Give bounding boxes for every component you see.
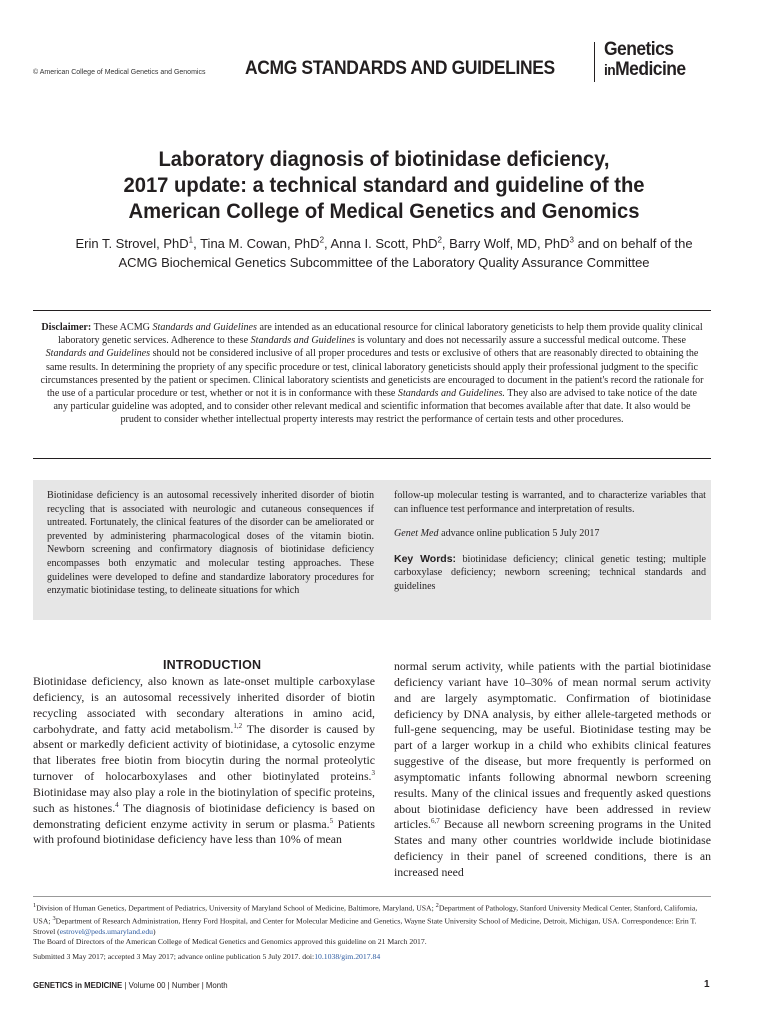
author-name: , Tina M. Cowan, PhD [193,236,320,251]
affiliation-text: Department of Research Administration, Henry Ford Hospital, and Center for Molecular Medicine and Genetics, Wayne State University School of Medicine, Detroit, Michigan, USA. Correspondence: Erin T. Strovel ( [33,916,697,936]
author-affiliation: 1 [188,235,194,245]
body-text: Biotinidase deficiency, also known as late-onset multiple carboxylase deficiency, is an autosomal recessively inherited disorder of biotin recycling associated with secondary alterations in amino acid, carbohydrate, and fatty acid metabolism. [33,674,375,736]
correspondence-email-link[interactable]: estrovel@peds.umaryland.edu [59,926,154,936]
citation-journal: Genet Med [394,528,439,540]
keywords [394,553,706,594]
affiliation-number: 2 [435,902,439,909]
abstract-left-column: Biotinidase deficiency is an autosomal recessively inherited disorder of biotin recycling that is associated with neurologic and cutaneous consequences if untreated. Fortunately, the clinical features of the disorder can be ameliorated or prevented by administering pharmacological doses of the vitamin biotin. Newborn screening and confirmatory diagnosis of biotinidase deficiency encompasses both enzymatic and molecular testing approaches. These guidelines were developed to define and standardize laboratory procedures for enzymatic biotinidase testing, to delineate situations for which [47,490,374,597]
section-heading-introduction: INTRODUCTION [163,658,262,672]
footer-separator: | [122,981,129,990]
affiliation-text: Department of Pathology, Stanford University Medical Center, Stanford, California, USA; [33,903,698,926]
author-name: , Anna I. Scott, PhD [324,236,438,251]
abstract-right-column [394,489,706,594]
author-name: , Barry Wolf, MD, PhD [441,236,570,251]
footer-month: Month [205,981,228,990]
author-affiliation: 2 [319,235,325,245]
affiliation-number: 1 [33,902,37,909]
body-text: normal serum activity, while patients with the partial biotinidase deficiency variant have 10–30% of mean normal serum activity and are largely asymptomatic. Confirmation of biotinidase deficiency by DNA analysis, by either allele-targeted methods or full-gene sequencing, may be useful. Biotinidase testing may be part of a larger workup in a child who exhibits clinical features suggestive of the disease, but more frequently is performed on asymptomatic infants following abnormal newborn screening results. Many of the clinical issues and frequently asked questions about biotinidase deficiency have been addressed in review articles. [394,659,711,832]
disclaimer-text: is voluntary and does not necessarily assure a successful medical outcome. These [355,335,686,347]
author-affiliation: 2 [437,235,442,245]
abstract-citation [394,527,706,541]
disclaimer-top-rule [33,310,711,311]
affiliation-text: ) [153,926,156,936]
board-approval-note: The Board of Directors of the American College of Medical Genetics and Genomics approved this guideline on 21 March 2017. [33,936,427,946]
affiliation-text: Division of Human Genetics, Department of Pediatrics, University of Maryland School of Medicine, Baltimore, Maryland, USA; [36,903,436,913]
body-text: The disorder is caused by absent or markedly deficient activity of biotinidase, a cytosolic enzyme that liberates free biotin from biocytin during the normal proteolytic turnover of holocarboxylases and other biotinylated proteins. [33,721,375,784]
disclaimer-italic: Standards and Guidelines [250,335,356,347]
author-name: Erin T. Strovel, PhD [75,236,189,251]
footer-separator: | [199,981,206,990]
keywords-list: biotinidase deficiency; clinical genetic testing; multiple carboxylase deficiency; newborn screening; technical standards and guidelines [394,553,706,592]
author-group: and on behalf of the ACMG Biochemical Genetics Subcommittee of the Laboratory Quality Assurance Committee [118,236,693,270]
disclaimer-text: These ACMG [91,322,153,333]
body-right-column [394,659,711,881]
article-title-line2: 2017 update: a technical standard and guideline of the [123,173,645,197]
body-text: Patients with profound biotinidase deficiency have less than 10% of mean [33,816,375,847]
author-affiliation: 3 [569,235,574,245]
journal-logo-in: in [604,62,616,79]
running-footer [33,981,228,990]
body-text: Because all newborn screening programs in the United States and many other countries worldwide include biotinidase deficiency in their panel of screened conditions, there is an increased need [394,817,711,879]
footer-number: Number [171,981,200,990]
doi-link[interactable]: 10.1038/gim.2017.84 [314,952,381,961]
citation-info: advance online publication 5 July 2017 [438,528,600,540]
disclaimer-italic: Standards and Guidelines [152,322,257,333]
article-title-line3: American College of Medical Genetics and Genomics [128,199,640,223]
body-text: The diagnosis of biotinidase deficiency is based on demonstrating deficient enzyme activity in serum or plasma. [33,800,376,831]
body-text: Biotinidase may also play a role in the biotinylation of specific proteins, such as histones. [33,784,375,815]
article-title-line1: Laboratory diagnosis of biotinidase deficiency, [158,147,610,171]
header-divider [594,42,595,82]
keywords-label: Key Words: [394,552,457,565]
reference-citation[interactable]: 4 [115,800,119,809]
disclaimer-label: Disclaimer: [41,322,92,333]
journal-logo-line1: Genetics [604,39,674,60]
disclaimer-text: are intended as an educational resource for clinical laboratory geneticists to help them provide quality clinical laboratory genetic services. Adherence to these [58,322,703,347]
journal-logo-line2 [604,60,686,81]
page-number: 1 [704,979,710,990]
journal-logo-medicine: Medicine [615,59,686,80]
reference-citation[interactable]: 6,7 [431,817,440,826]
disclaimer-italic: Standards and Guidelines. [397,388,505,400]
series-title: ACMG STANDARDS AND GUIDELINES [245,58,555,79]
submission-dates [33,952,380,961]
affiliations [33,901,713,937]
reference-citation[interactable]: 5 [329,816,334,825]
disclaimer-text: They also are advised to take notice of the date any particular guideline was adopted, and to consider other relevant medical and scientific information that becomes available after that date. It also would be prudent to consider whether intellectual property interests may restrict the performance of certain tests and other procedures. [53,388,698,426]
disclaimer-text: should not be considered inclusive of all proper procedures and tests or exclusive of others that are reasonably directed to obtaining the same results. In determining the propriety of any specific procedure or test, clinical laboratory geneticists should apply their professional judgment to the specific circumstances presented by the patient or specimen. Clinical laboratory scientists and geneticists are encouraged to document in the patient's record the rationale for the use of a particular procedure or test, whether or not it is in conformance with these [40,348,704,400]
reference-citation[interactable]: 1,2 [233,721,243,730]
body-left-column [33,674,375,848]
footer-journal: GENETICS in MEDICINE [33,981,123,990]
abstract-text: follow-up molecular testing is warranted, and to characterize variables that can influence test performance and interpretation of results. [394,490,706,515]
reference-citation[interactable]: 3 [371,769,375,778]
disclaimer-bottom-rule [33,458,711,459]
disclaimer [40,321,704,427]
disclaimer-italic: Standards and Guidelines [45,348,151,360]
article-title [61,146,708,224]
copyright-notice: © American College of Medical Genetics and Genomics [33,69,206,76]
affiliation-number: 3 [52,914,56,922]
author-list [60,235,708,272]
footer-separator: | [165,981,172,990]
footnote-rule [33,896,711,897]
affiliations-footnote [33,901,713,947]
submission-text: Submitted 3 May 2017; accepted 3 May 2017; advance online publication 5 July 2017. doi: [33,952,315,961]
footer-volume: Volume 00 [128,981,166,990]
journal-logo [604,40,686,81]
